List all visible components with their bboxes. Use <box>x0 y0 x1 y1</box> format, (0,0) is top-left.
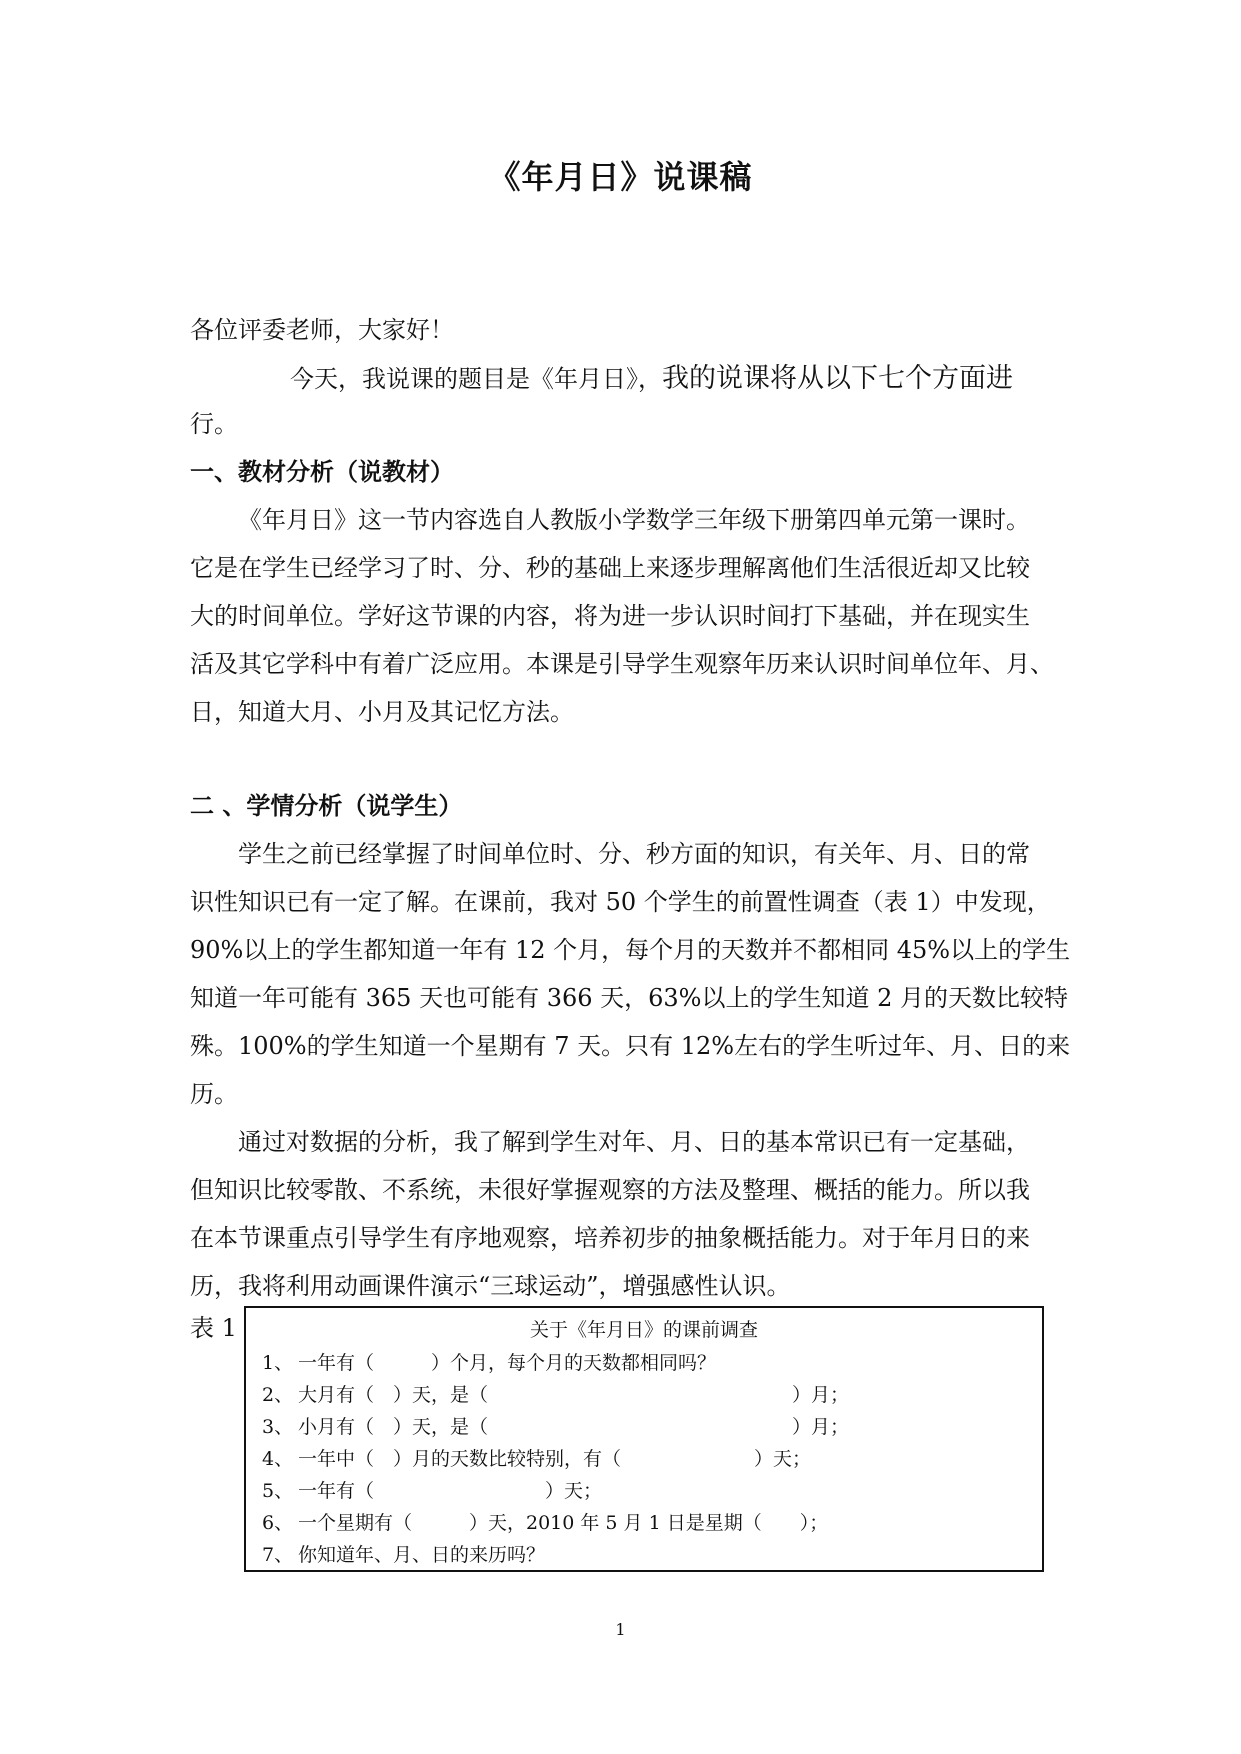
question-text: 你知道年、月、日的来历吗？ <box>298 1544 546 1566</box>
intro-part-1: 今天，我说课的题目是《年月日》， <box>290 365 662 393</box>
section-2-para-2-line: 历，我将利用动画课件演示“三球运动”，增强感性认识。 <box>190 1272 791 1300</box>
question-number: 5、 <box>262 1480 294 1502</box>
question-text: 一年中（ ）月的天数比较特别，有（ ）天； <box>298 1448 812 1470</box>
greeting: 各位评委老师，大家好！ <box>190 316 454 344</box>
section-1-heading: 一、教材分析（说教材） <box>190 458 454 486</box>
section-2-para-2-line: 但知识比较零散、不系统，未很好掌握观察的方法及整理、概括的能力。所以我 <box>190 1176 1030 1204</box>
question-text: 一个星期有（ ）天，2010 年 5 月 1 日是星期（ ）； <box>298 1512 829 1534</box>
survey-question <box>262 1508 828 1535</box>
question-text: 小月有（ ）天，是（ ）月； <box>298 1416 850 1438</box>
survey-question <box>262 1348 716 1375</box>
section-2-para-1-line: 知道一年可能有 365 天也可能有 366 天，63%以上的学生知道 2 月的天数比较特 <box>190 984 1069 1012</box>
section-1-line: 《年月日》这一节内容选自人教版小学数学三年级下册第四单元第一课时。 <box>238 506 1030 534</box>
survey-question <box>262 1380 849 1407</box>
section-1-line: 日，知道大月、小月及其记忆方法。 <box>190 698 574 726</box>
section-2-para-1-line: 殊。100%的学生知道一个星期有 7 天。只有 12%左右的学生听过年、月、日的来 <box>190 1032 1071 1060</box>
section-2-para-2-line: 通过对数据的分析，我了解到学生对年、月、日的基本常识已有一定基础， <box>238 1128 1030 1156</box>
question-text: 大月有（ ）天，是（ ）月； <box>298 1384 850 1406</box>
survey-title: 关于《年月日》的课前调查 <box>529 1319 758 1341</box>
intro-line-2: 行。 <box>190 410 238 438</box>
section-2-heading: 二 、学情分析（说学生） <box>190 792 463 820</box>
survey-question <box>262 1444 811 1471</box>
question-number: 2、 <box>262 1384 294 1406</box>
intro-part-2: 我的说课将从以下七个方面进 <box>662 363 1013 394</box>
question-number: 7、 <box>262 1544 294 1566</box>
document-title: 《年月日》说课稿 <box>488 158 753 196</box>
question-number: 6、 <box>262 1512 294 1534</box>
section-2-para-1-line: 历。 <box>190 1080 238 1108</box>
question-text: 一年有（ ）个月，每个月的天数都相同吗？ <box>298 1352 717 1374</box>
section-2-para-1-line: 90%以上的学生都知道一年有 12 个月，每个月的天数并不都相同 45%以上的学生 <box>190 936 1071 964</box>
question-text: 一年有（ ）天； <box>298 1480 603 1502</box>
survey-table <box>244 1306 1044 1572</box>
table-label: 表 1 <box>190 1314 237 1342</box>
question-number: 1、 <box>262 1352 294 1374</box>
page-number: 1 <box>615 1620 626 1639</box>
section-2-para-1-line: 学生之前已经掌握了时间单位时、分、秒方面的知识，有关年、月、日的常 <box>238 840 1030 868</box>
section-1-line: 大的时间单位。学好这节课的内容，将为进一步认识时间打下基础，并在现实生 <box>190 602 1030 630</box>
section-2-para-2-line: 在本节课重点引导学生有序地观察，培养初步的抽象概括能力。对于年月日的来 <box>190 1224 1030 1252</box>
question-number: 4、 <box>262 1448 294 1470</box>
question-number: 3、 <box>262 1416 294 1438</box>
intro-line-1 <box>290 356 1013 395</box>
section-2-para-1-line: 识性知识已有一定了解。在课前，我对 50 个学生的前置性调查（表 1）中发现， <box>190 888 1051 916</box>
survey-question <box>262 1476 602 1503</box>
survey-question <box>262 1540 545 1567</box>
section-1-line: 活及其它学科中有着广泛应用。本课是引导学生观察年历来认识时间单位年、月、 <box>190 650 1054 678</box>
survey-question <box>262 1412 849 1439</box>
section-1-line: 它是在学生已经学习了时、分、秒的基础上来逐步理解离他们生活很近却又比较 <box>190 554 1030 582</box>
